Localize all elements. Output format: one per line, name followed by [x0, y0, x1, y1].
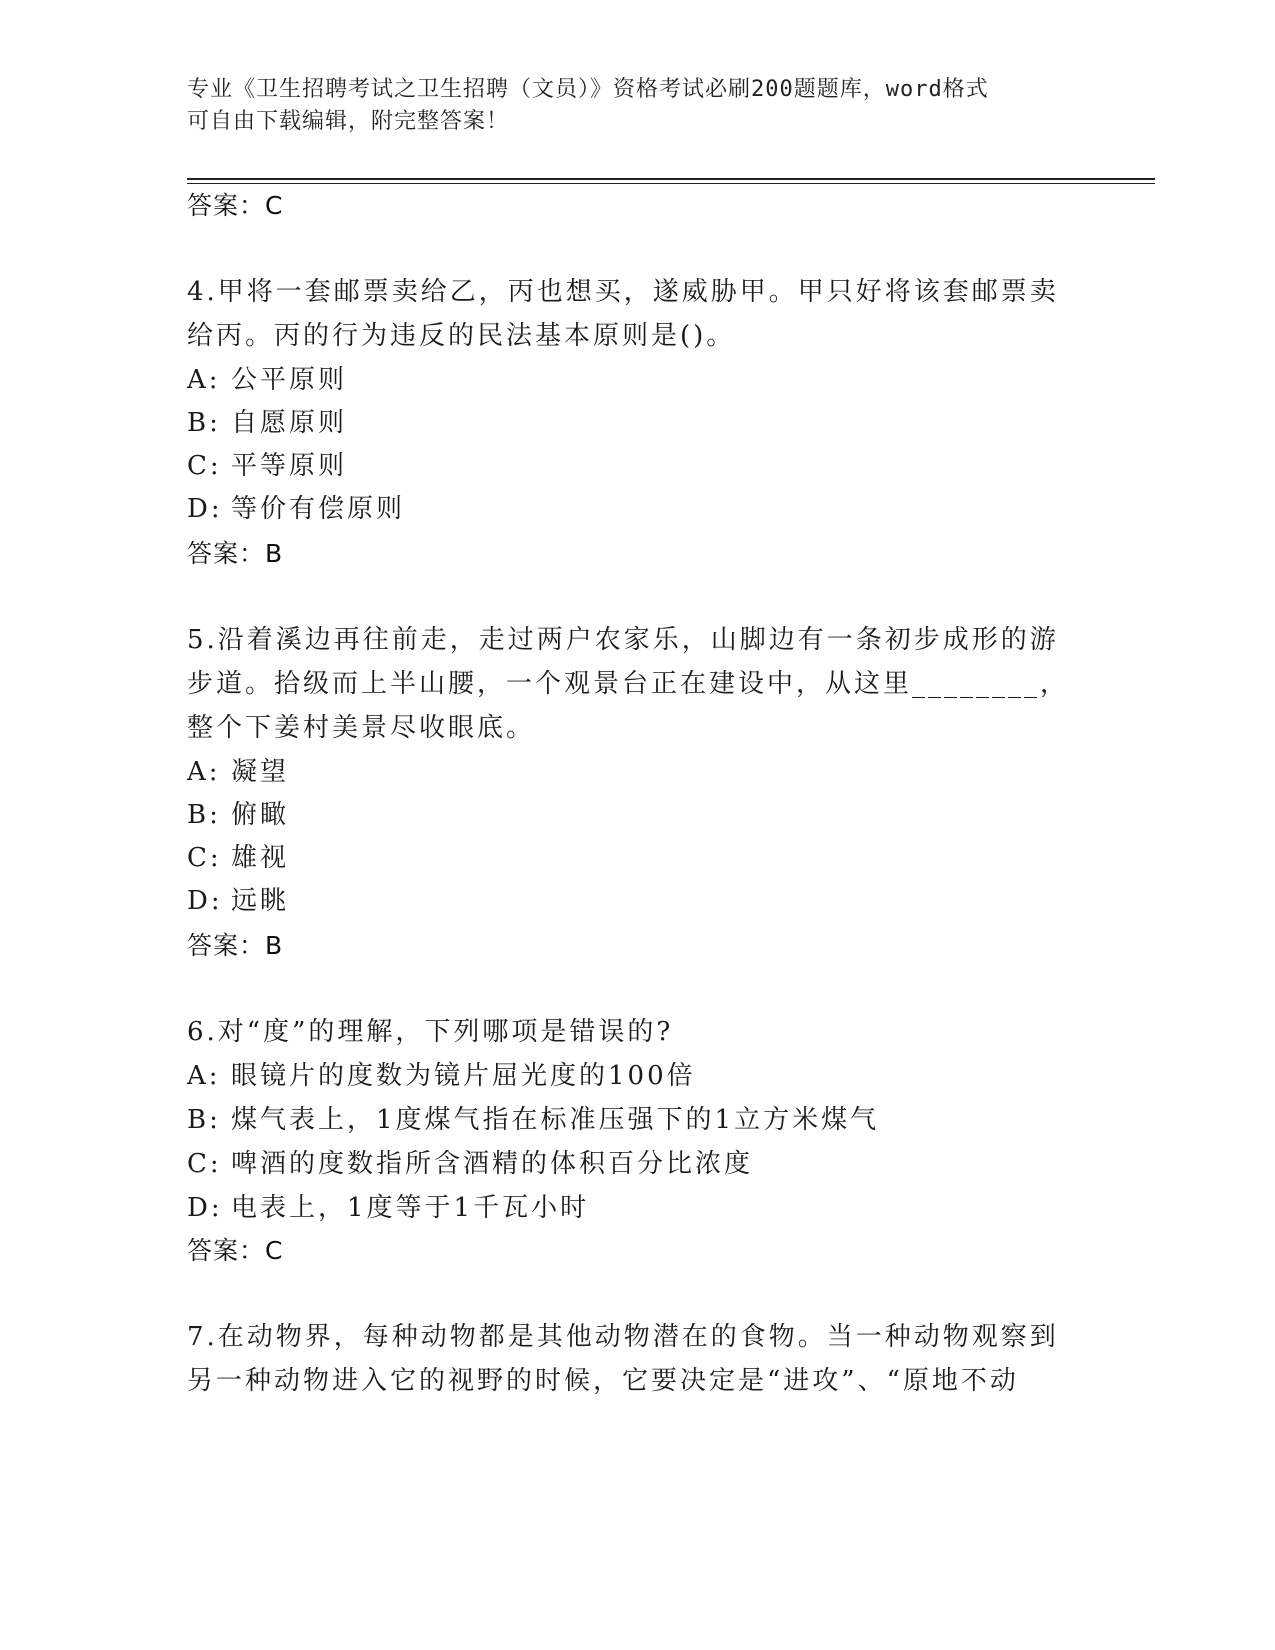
question-4-option-b: B: 自愿原则	[187, 408, 348, 438]
question-5-option-a: A: 凝望	[187, 757, 290, 787]
question-7-line-2: 另一种动物进入它的视野的时候，它要决定是“进攻”、“原地不动	[187, 1366, 1019, 1396]
question-5-option-d: D: 远眺	[187, 886, 290, 916]
question-5-answer: 答案：B	[187, 931, 284, 960]
question-4-option-c: C: 平等原则	[187, 451, 348, 481]
question-6-option-a: A: 眼镜片的度数为镜片屈光度的100倍	[187, 1061, 696, 1091]
header-divider-thin	[187, 183, 1155, 184]
document-header	[187, 74, 1067, 138]
question-5-line-1: 5.沿着溪边再往前走，走过两户农家乐，山脚边有一条初步成形的游	[187, 625, 1059, 655]
question-4-line-2: 给丙。丙的行为违反的民法基本原则是()。	[187, 321, 736, 351]
header-line-1: 专业《卫生招聘考试之卫生招聘（文员）》资格考试必刷200题题库，word格式	[187, 77, 989, 102]
question-5-option-c: C: 雄视	[187, 843, 290, 873]
question-7-line-1: 7.在动物界，每种动物都是其他动物潜在的食物。当一种动物观察到	[187, 1322, 1059, 1352]
question-6-answer: 答案：C	[187, 1236, 284, 1265]
question-4-answer: 答案：B	[187, 539, 284, 568]
question-5-line-3: 整个下姜村美景尽收眼底。	[187, 713, 536, 743]
question-4-option-a: A: 公平原则	[187, 365, 348, 395]
answer-label: 答案：C	[187, 191, 284, 220]
question-4-option-d: D: 等价有偿原则	[187, 494, 406, 524]
question-5-option-b: B: 俯瞰	[187, 800, 290, 830]
question-6-option-b: B: 煤气表上，1度煤气指在标准压强下的1立方米煤气	[187, 1105, 880, 1135]
question-6-line-1: 6.对“度”的理解，下列哪项是错误的?	[187, 1017, 674, 1047]
header-line-2: 可自由下载编辑，附完整答案！	[187, 109, 510, 134]
question-5-line-2: 步道。拾级而上半山腰，一个观景台正在建设中，从这里________，	[187, 669, 1070, 699]
question-4-line-1: 4.甲将一套邮票卖给乙，丙也想买，遂威胁甲。甲只好将该套邮票卖	[187, 277, 1059, 307]
header-divider	[187, 178, 1155, 180]
question-6-option-c: C: 啤酒的度数指所含酒精的体积百分比浓度	[187, 1149, 754, 1179]
question-6-option-d: D: 电表上，1度等于1千瓦小时	[187, 1193, 590, 1223]
